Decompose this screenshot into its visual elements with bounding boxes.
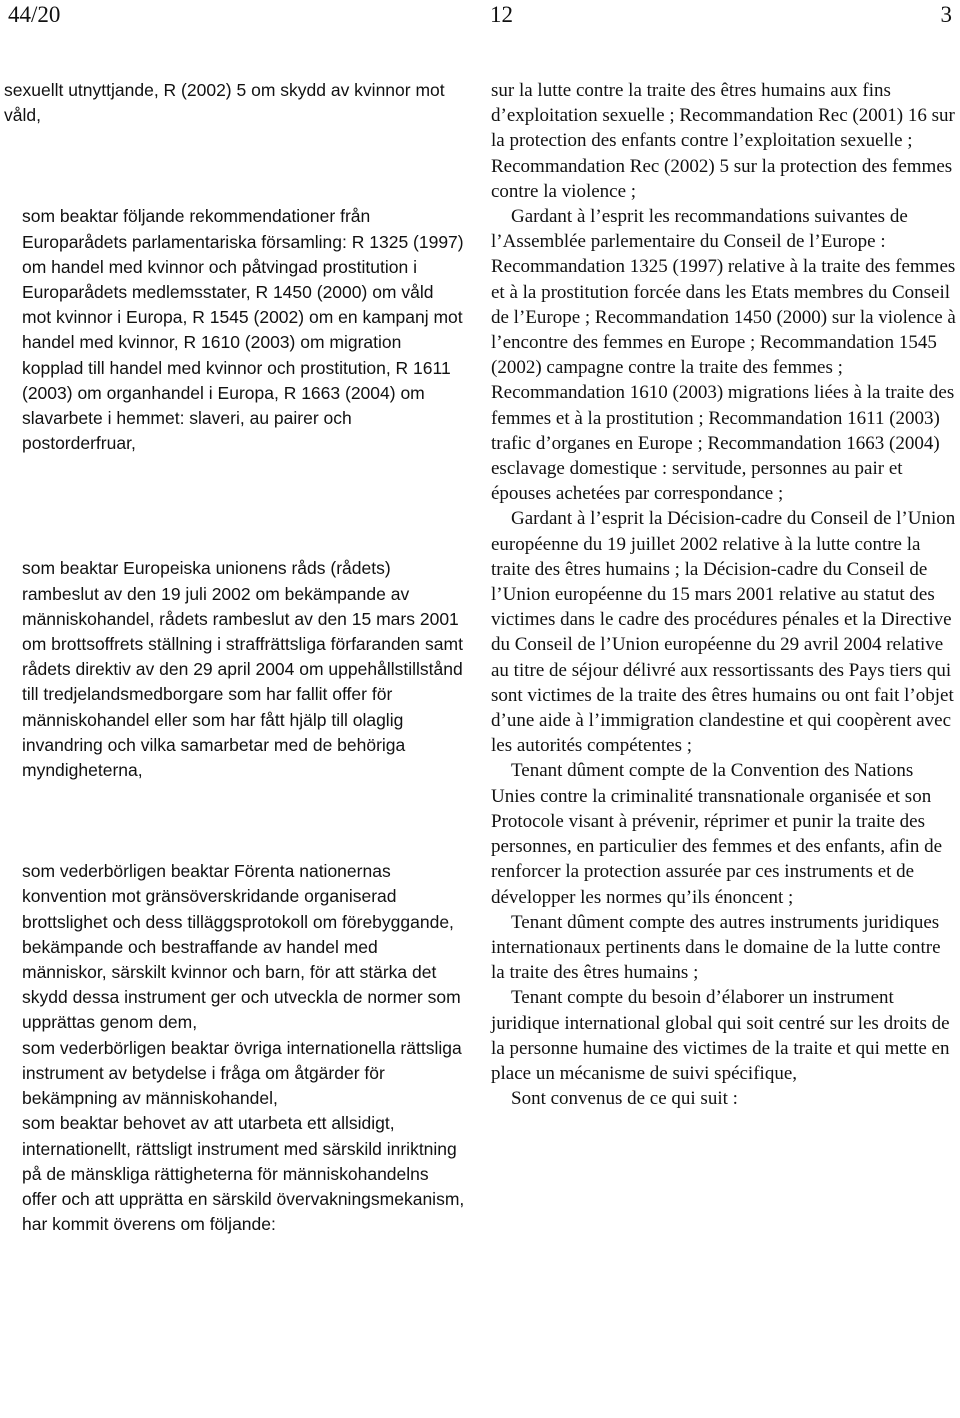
fr-paragraph-4: Tenant dûment compte de la Convention des Nations Unies contre la criminalité transnationale organisée et son Protocole visant à prévenir, réprimer et punir la traite des personnes, en particulier des femmes et des enfants, afin de renforcer la protection assurée par ces instruments et de développer les normes qu’ils énoncent ; xyxy=(491,760,943,908)
swedish-column xyxy=(4,78,466,1237)
sv-paragraph-3: som beaktar Europeiska unionens råds (rådets) rambeslut av den 19 juli 2002 om bekämpande av människohandel, rådets rambeslut av den 15 mars 2001 om brottsoffrets ställning i straffrättsliga förfaranden samt rådets direktiv av den 29 april 2004 om uppehållstillstånd till tredjelandsmedborgare som har fallit offer för människohandel eller som har fått hjälp till olaglig invandring och vilka samarbetar med de behöriga myndigheterna, xyxy=(22,558,463,781)
page-number-left: 44/20 xyxy=(8,2,61,27)
sv-paragraph-7: har kommit överens om följande: xyxy=(22,1214,276,1235)
sv-paragraph-6: som beaktar behovet av att utarbeta ett allsidigt, internationellt, rättsligt instrument med särskild inriktning på de mänskliga rättigheterna för människohandelns offer och att upprätta en särskild övervakningsmekanism, xyxy=(22,1113,465,1209)
fr-paragraph-1: sur la lutte contre la traite des êtres humains aux fins d’exploitation sexuelle ; Recommandation Rec (2001) 16 sur la protection des enfants contre l’exploitation sexuelle ; Recommandation Rec (2002) 5 sur la protection des femmes contre la violence ; xyxy=(491,80,955,202)
sv-paragraph-1: sexuellt utnyttjande, R (2002) 5 om skydd av kvinnor mot våld, xyxy=(4,80,445,126)
french-column xyxy=(491,78,956,1111)
fr-paragraph-3: Gardant à l’esprit la Décision-cadre du Conseil de l’Union européenne du 19 juillet 2002 relative à la lutte contre la traite des êtres humains ; la Décision-cadre du Conseil de l’Union européenne du 15 mars 2001 relative au statut des victimes dans le cadre des procédures pénales et la Directive du Conseil de l’Union européenne du 29 avril 2004 relative au titre de séjour délivré aux ressortissants des Pays tiers qui sont victimes de la traite des êtres humains ou ont fait l’objet d’une aide à l’immigration clandestine et qui coopèrent avec les autorités compétentes ; xyxy=(491,508,956,757)
fr-paragraph-7: Sont convenus de ce qui suit : xyxy=(511,1088,738,1110)
sv-paragraph-5: som vederbörligen beaktar övriga internationella rättsliga instrument av betydelse i fråga om åtgärder för bekämpning av människohandel, xyxy=(22,1037,462,1109)
fr-paragraph-6: Tenant compte du besoin d’élaborer un instrument juridique international global qui soit centré sur les droits de la personne humaine des victimes de la traite et qui mette en place un mécanisme de suivi spécifique, xyxy=(491,987,950,1084)
fr-paragraph-2: Gardant à l’esprit les recommandations suivantes de l’Assemblée parlementaire du Conseil de l’Europe : Recommandation 1325 (1997) relative à la traite des femmes et à la prostitution forcée dans les Etats membres du Conseil de l’Europe ; Recommandation 1450 (2000) sur la violence à l’encontre des femmes en Europe ; Recommandation 1545 (2002) campagne contre la traite des femmes ; Recommandation 1610 (2003) migrations liées à la traite des femmes et à la prostitution ; Recommandation 1611 (2003) trafic d’organes en Europe ; Recommandation 1663 (2004) esclavage domestique : servitude, personnes au pair et épouses achetées par correspondance ; xyxy=(491,206,956,505)
sv-paragraph-2: som beaktar följande rekommendationer från Europarådets parlamentariska församling: R 1325 (1997) om handel med kvinnor och påtvingad prostitution i Europarådets medlemsstater, R 1450 (2000) om våld mot kvinnor i Europa, R 1545 (2002) om en kampanj mot handel med kvinnor, R 1610 (2003) om migration kopplad till handel med kvinnor och prostitution, R 1611 (2003) om organhandel i Europa, R 1663 (2004) om slavarbete i hemmet: slaveri, au pairer och postorderfruar, xyxy=(22,206,464,454)
page-number-right: 3 xyxy=(940,2,952,27)
page-number-center: 12 xyxy=(490,2,513,27)
sv-paragraph-4: som vederbörligen beaktar Förenta nationernas konvention mot gränsöverskridande organiserad brottslighet och dess tilläggsprotokoll om förebyggande, bekämpande och bestraffande av handel med människor, särskilt kvinnor och barn, för att stärka det skydd dessa instrument ger och utveckla de normer som upprättas genom dem, xyxy=(22,861,461,1033)
fr-paragraph-5: Tenant dûment compte des autres instruments juridiques internationaux pertinents dans le domaine de la lutte contre la traite des êtres humains ; xyxy=(491,911,941,984)
